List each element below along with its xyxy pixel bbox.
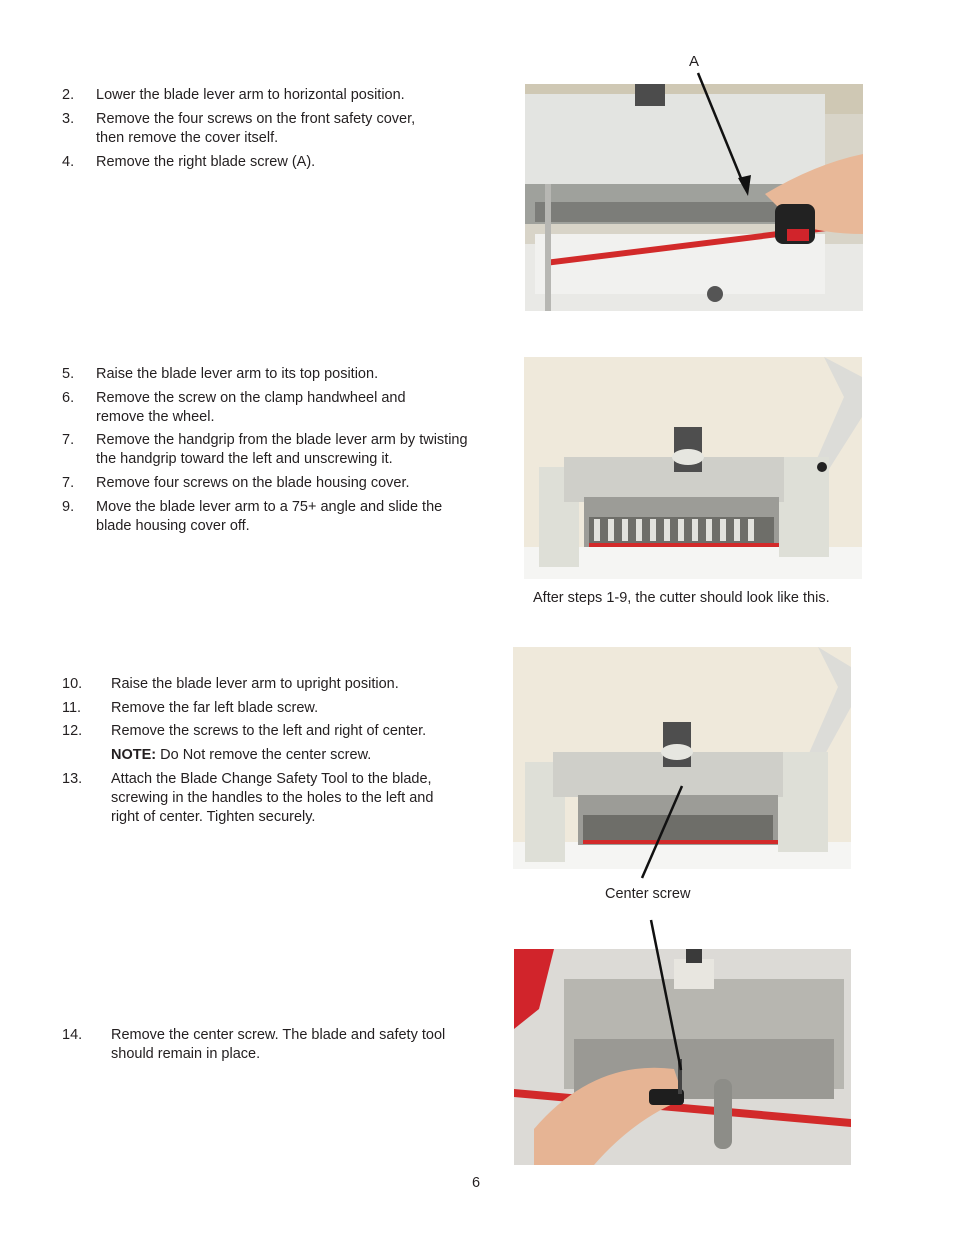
step-number: 6.: [62, 390, 75, 406]
step-number: 11.: [62, 700, 82, 716]
note-label: NOTE:: [111, 747, 157, 763]
step-13: [62, 770, 482, 830]
step-2: [62, 86, 462, 106]
step-4: [62, 153, 462, 173]
step-14: [62, 1026, 482, 1066]
step-9: [62, 498, 482, 538]
step-number: 2.: [62, 87, 75, 103]
step-number: 7.: [62, 475, 75, 491]
step-number: 13.: [62, 771, 83, 787]
callout-a-label: A: [689, 53, 700, 70]
step-7a: [62, 431, 482, 471]
note-text: [111, 746, 471, 765]
step-number: 4.: [62, 154, 75, 170]
step-3: [62, 110, 462, 150]
step-text: Remove the handgrip from the blade lever arm by twisting the handgrip toward the left and unscrewing it.: [96, 432, 468, 467]
step-text: Raise the blade lever arm to upright position.: [111, 676, 399, 692]
photo-remove-center-screw: [514, 949, 851, 1165]
step-10: [62, 675, 482, 695]
step-number: 5.: [62, 366, 75, 382]
step-number: 10.: [62, 676, 83, 692]
note-body: Do Not remove the center screw.: [156, 747, 372, 763]
photo-remove-right-blade-screw: [525, 84, 863, 311]
step-number: 12.: [62, 723, 83, 739]
step-12: [62, 722, 482, 742]
step-text: Remove the far left blade screw.: [111, 700, 319, 716]
step-text: Remove four screws on the blade housing cover.: [96, 475, 410, 491]
photo-caption: After steps 1-9, the cutter should look like this.: [533, 590, 830, 606]
step-text: Lower the blade lever arm to horizontal position.: [96, 87, 405, 103]
step-6: [62, 389, 482, 429]
step-text: Remove the screws to the left and right of center.: [111, 723, 427, 739]
step-text: Attach the Blade Change Safety Tool to the blade, screwing in the handles to the holes to the left and right of center. Tighten securely.: [111, 771, 434, 825]
step-7b: [62, 474, 482, 494]
step-text: Remove the center screw. The blade and safety tool should remain in place.: [111, 1027, 446, 1062]
step-number: 14.: [62, 1027, 83, 1043]
step-text: Raise the blade lever arm to its top position.: [96, 366, 379, 382]
center-screw-caption: Center screw: [605, 886, 691, 902]
photo-cutter-after-steps: [524, 357, 862, 579]
step-5: [62, 365, 482, 385]
step-number: 3.: [62, 111, 75, 127]
step-11: [62, 699, 482, 719]
page-number: 6: [472, 1175, 481, 1191]
step-text: Move the blade lever arm to a 75+ angle and slide the blade housing cover off.: [96, 499, 443, 534]
photo-center-screw: [513, 647, 851, 869]
step-text: Remove the four screws on the front safety cover, then remove the cover itself.: [96, 111, 416, 146]
step-text: Remove the screw on the clamp handwheel and remove the wheel.: [96, 390, 406, 425]
step-number: 7.: [62, 432, 75, 448]
step-note: [62, 746, 482, 766]
step-number: 9.: [62, 499, 75, 515]
step-text: Remove the right blade screw (A).: [96, 154, 316, 170]
